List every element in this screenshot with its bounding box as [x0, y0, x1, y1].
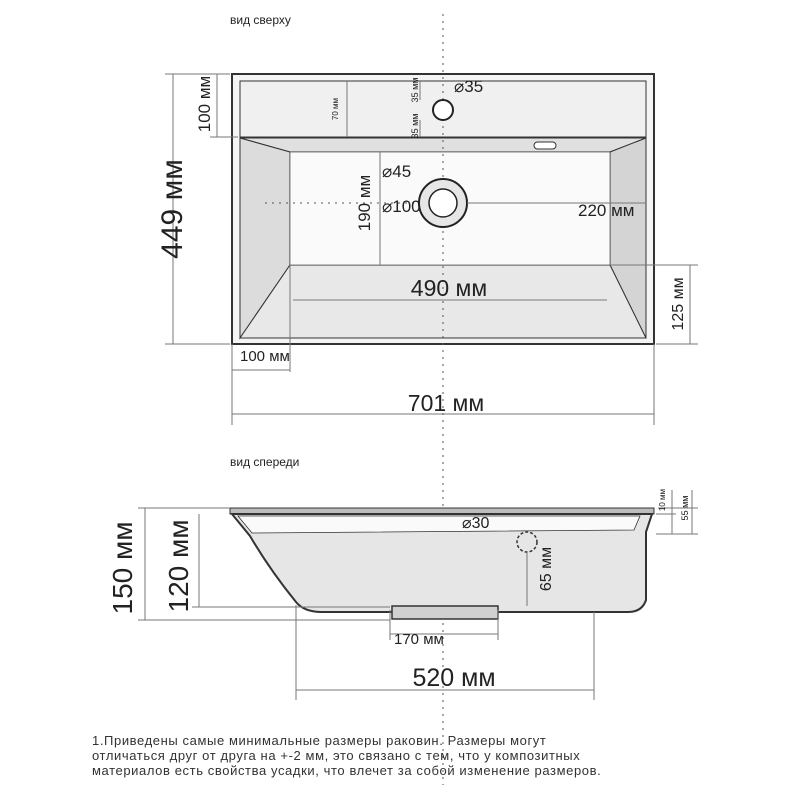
dim-55: 55 мм [680, 495, 690, 521]
footnote-line-1: 1.Приведены самые минимальные размеры раковин. Размеры могут [92, 733, 547, 748]
diameter-symbol: ⌀ [382, 162, 393, 181]
footnote-line-3: материалов есть свойства усадки, что влечет за собой изменение размеров. [92, 763, 602, 778]
dim-170: 170 мм [394, 631, 444, 648]
dim-150: 150 мм [107, 521, 138, 615]
label-overflow-30 [462, 515, 490, 532]
front-view-sink [230, 508, 654, 619]
dim-220: 220 мм [578, 201, 635, 220]
dim-drain-45: 45 [392, 162, 412, 181]
dim-100-ledge: 100 мм [195, 75, 214, 133]
diameter-symbol: ⌀ [454, 77, 465, 96]
dim-10: 10 мм [658, 488, 667, 512]
dim-35-b: 35 мм [410, 113, 420, 139]
dim-35-a: 35 мм [410, 77, 420, 103]
footnote-line-2: отличаться друг от друга на +-2 мм, это связано с тем, что у композитных [92, 748, 581, 763]
dim-449: 449 мм [156, 159, 189, 259]
top-view-caption: вид сверху [230, 13, 291, 27]
dim-520: 520 мм [412, 664, 496, 692]
drain-inner [429, 189, 457, 217]
dim-701: 701 мм [407, 390, 485, 416]
dim-190: 190 мм [355, 174, 374, 232]
dim-65: 65 мм [538, 546, 555, 592]
dim-70: 70 мм [331, 97, 340, 121]
svg-text:⌀35 [454, 77, 483, 96]
label-drain-45 [382, 162, 411, 181]
dim-drain-100: 100 [392, 197, 421, 216]
dim-tap-35: 35 [464, 77, 484, 96]
label-tap-hole [454, 77, 483, 96]
footnote [92, 733, 732, 778]
svg-text:⌀45 [382, 162, 411, 181]
dim-125: 125 мм [670, 277, 687, 331]
diameter-symbol: ⌀ [462, 515, 472, 532]
label-drain-100 [382, 197, 421, 216]
svg-text:⌀100 [382, 197, 421, 216]
dim-100-side: 100 мм [240, 348, 290, 365]
tap-hole [433, 100, 453, 120]
dim-490: 490 мм [410, 275, 488, 301]
dim-120: 120 мм [163, 519, 194, 613]
front-view-caption: вид спереди [230, 455, 300, 469]
svg-text:⌀30 [462, 515, 490, 532]
dim-overflow-30: 30 [471, 515, 490, 532]
diameter-symbol: ⌀ [382, 197, 393, 216]
